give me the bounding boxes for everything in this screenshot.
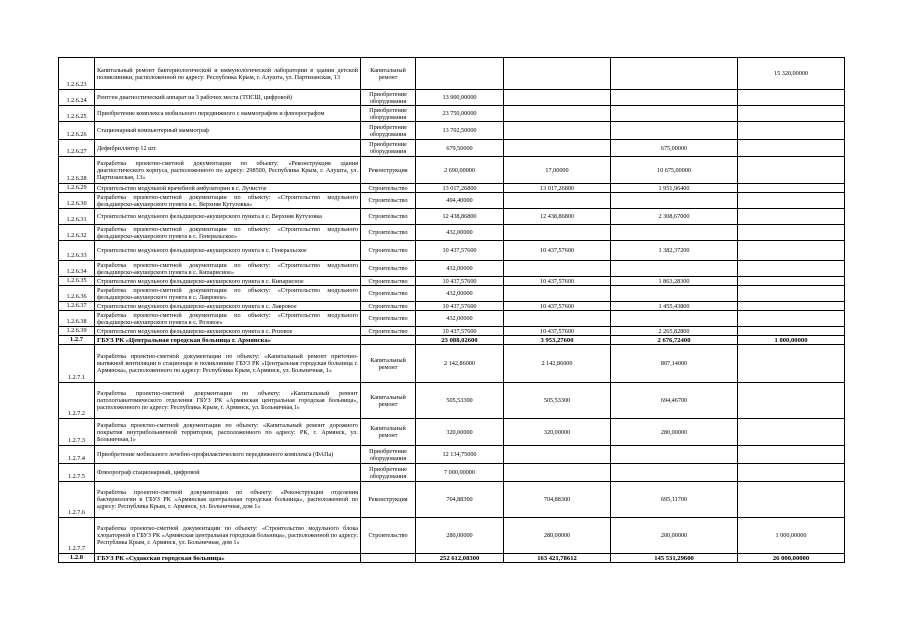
row-number: 1.2.7.6 <box>59 482 95 518</box>
row-description: Разработка проектно-сметной документации по объекту: «Строительство модульного фельдшерско-акушерского пункта в с. Лавровое» <box>95 286 361 302</box>
row-number: 1.2.6.35 <box>59 277 95 286</box>
row-amount-2: 280,00000 <box>504 518 611 554</box>
row-number: 1.2.6.24 <box>59 90 95 106</box>
row-work-type: Строительство <box>361 286 416 302</box>
row-amount-3 <box>611 464 738 482</box>
row-amount-2: 10 437,57600 <box>504 277 611 286</box>
row-amount-3: 2 265,82800 <box>611 327 738 336</box>
row-amount-2: 13 017,26800 <box>504 184 611 193</box>
row-amount-4 <box>738 286 845 302</box>
row-amount-total: 2 142,86000 <box>416 345 504 383</box>
row-description: Флюорограф стационарный, цифровой <box>95 464 361 482</box>
row-amount-4 <box>738 482 845 518</box>
row-amount-2: 10 437,57600 <box>504 241 611 261</box>
row-description: Разработка проектно-сметной документации по объекту: «Строительство модульного фельдшерско-акушерского пункта в с. Верхняя Кутузовка» <box>95 193 361 209</box>
row-number: 1.2.6.23 <box>59 58 95 90</box>
row-amount-total: 12 438,86800 <box>416 209 504 225</box>
row-amount-4 <box>738 311 845 327</box>
table-row <box>59 58 845 90</box>
table-row <box>59 241 845 261</box>
table-row <box>59 140 845 157</box>
row-amount-3: 675,00000 <box>611 140 738 157</box>
row-amount-3: 694,46700 <box>611 383 738 419</box>
row-amount-total: 23 088,02600 <box>416 336 504 345</box>
table-total-row <box>59 336 845 345</box>
table-row <box>59 482 845 518</box>
row-work-type: Реконструкция <box>361 482 416 518</box>
table-row <box>59 383 845 419</box>
row-number: 1.2.6.28 <box>59 157 95 184</box>
row-amount-3 <box>611 261 738 277</box>
document-page <box>58 57 844 563</box>
row-work-type: Строительство <box>361 241 416 261</box>
row-description: Разработка проектно-сметной документации по объекту: «Строительство модульного фельдшерско-акушерского пункта в с. Кипарисное» <box>95 261 361 277</box>
row-amount-2 <box>504 286 611 302</box>
funding-table <box>58 57 845 563</box>
row-work-type: Приобретение оборудования <box>361 122 416 140</box>
row-number: 1.2.6.31 <box>59 209 95 225</box>
row-amount-4 <box>738 446 845 464</box>
row-amount-3 <box>611 58 738 90</box>
row-amount-3 <box>611 311 738 327</box>
row-work-type: Строительство <box>361 311 416 327</box>
row-amount-4 <box>738 106 845 122</box>
table-row <box>59 419 845 446</box>
row-number: 1.2.7.2 <box>59 383 95 419</box>
row-description: Строительство модульного фельдшерско-акушерского пункта в с. Розовое <box>95 327 361 336</box>
row-description: Рентген диагностический аппарат на 3 рабочих места (ТПСШ, цифровой) <box>95 90 361 106</box>
row-amount-2: 505,53300 <box>504 383 611 419</box>
row-amount-3 <box>611 193 738 209</box>
row-amount-4 <box>738 464 845 482</box>
row-description: Разработка проектно-сметной документации по объекту: «Реконструкция отделения бактериологии в ГБУЗ РК «Армянская центральная городская больница», расположенной по адресу: Республика Крым, г. Армянск, ул. Больничная, дом 1» <box>95 482 361 518</box>
row-amount-2: 10 437,57600 <box>504 327 611 336</box>
row-amount-total: 320,00000 <box>416 419 504 446</box>
row-amount-2: 2 142,86000 <box>504 345 611 383</box>
row-amount-3 <box>611 225 738 241</box>
row-amount-total: 432,00000 <box>416 225 504 241</box>
table-row <box>59 446 845 464</box>
row-number: 1.2.7.7 <box>59 518 95 554</box>
row-number: 1.2.6.27 <box>59 140 95 157</box>
row-amount-4 <box>738 419 845 446</box>
row-description: Дефибриллятор 12 шт. <box>95 140 361 157</box>
row-description: Строительство модульного фельдшерско-акушерского пункта в с. Лавровое <box>95 302 361 311</box>
row-amount-4 <box>738 193 845 209</box>
row-amount-total: 432,00000 <box>416 311 504 327</box>
row-amount-total: 432,00000 <box>416 286 504 302</box>
table-row <box>59 122 845 140</box>
row-amount-4 <box>738 383 845 419</box>
row-number: 1.2.6.30 <box>59 193 95 209</box>
row-amount-3: 807,14000 <box>611 345 738 383</box>
row-description: Строительство модульного фельдшерско-акушерского пункта в с. Верхняя Кутузовка <box>95 209 361 225</box>
row-amount-2 <box>504 106 611 122</box>
row-amount-3: 145 531,29600 <box>611 554 738 563</box>
row-amount-2: 704,88300 <box>504 482 611 518</box>
row-number: 1.2.7 <box>59 336 95 345</box>
row-description: Строительство модульной врачебной амбулатории в с. Лучистое <box>95 184 361 193</box>
row-amount-total: 2 690,00000 <box>416 157 504 184</box>
row-amount-total: 10 437,57600 <box>416 241 504 261</box>
row-amount-2 <box>504 58 611 90</box>
row-amount-4 <box>738 209 845 225</box>
row-amount-2 <box>504 122 611 140</box>
row-amount-3: 280,00000 <box>611 419 738 446</box>
table-row <box>59 302 845 311</box>
row-amount-4: 1 000,00000 <box>738 336 845 345</box>
row-amount-total: 13 900,00000 <box>416 90 504 106</box>
row-amount-total: 13 017,26800 <box>416 184 504 193</box>
row-amount-3 <box>611 90 738 106</box>
row-number: 1.2.6.34 <box>59 261 95 277</box>
row-amount-3: 2 308,67000 <box>611 209 738 225</box>
row-amount-3: 2 676,72400 <box>611 336 738 345</box>
row-amount-total: 23 750,00000 <box>416 106 504 122</box>
row-amount-total: 10 437,57600 <box>416 277 504 286</box>
row-description: Разработка проектно-сметной документации по объекту: «Капитальный ремонт дорожного покрытия внутрибольничной территории, расположенного по адресу: РК, г. Армянск, ул. Больничная,1» <box>95 419 361 446</box>
table-row <box>59 193 845 209</box>
table-body <box>59 58 845 563</box>
row-amount-total: 704,88300 <box>416 482 504 518</box>
row-amount-4 <box>738 122 845 140</box>
row-number: 1.2.7.5 <box>59 464 95 482</box>
row-amount-total: 7 000,00000 <box>416 464 504 482</box>
row-amount-2: 320,00000 <box>504 419 611 446</box>
row-description: Строительство модульного фельдшерско-акушерского пункта в с. Кипарисное <box>95 277 361 286</box>
row-description: Разработка проектно-сметной документации по объекту: «Реконструкция здания диагностического корпуса, расположенного по адресу: 298500, Республика Крым, г. Алушта, ул. Партизанская, 13» <box>95 157 361 184</box>
row-number: 1.2.6.25 <box>59 106 95 122</box>
row-amount-total: 10 437,57600 <box>416 302 504 311</box>
row-amount-2: 163 421,78612 <box>504 554 611 563</box>
row-amount-total: 494,40000 <box>416 193 504 209</box>
row-amount-3: 1 455,43800 <box>611 302 738 311</box>
row-number: 1.2.6.29 <box>59 184 95 193</box>
row-amount-4 <box>738 327 845 336</box>
row-work-type: Строительство <box>361 209 416 225</box>
row-amount-4: 26 000,00000 <box>738 554 845 563</box>
row-amount-3: 10 675,00000 <box>611 157 738 184</box>
row-amount-2 <box>504 311 611 327</box>
row-work-type: Строительство <box>361 184 416 193</box>
table-row <box>59 311 845 327</box>
row-description: ГБУЗ РК «Судакская городская больница» <box>95 554 361 563</box>
row-amount-total: 679,50000 <box>416 140 504 157</box>
table-row <box>59 261 845 277</box>
row-description: ГБУЗ РК «Центральная городская больница г. Армянска» <box>95 336 361 345</box>
row-amount-4: 1 000,00000 <box>738 518 845 554</box>
row-work-type: Реконструкция <box>361 157 416 184</box>
row-number: 1.2.6.26 <box>59 122 95 140</box>
row-work-type: Приобретение оборудования <box>361 140 416 157</box>
table-row <box>59 157 845 184</box>
row-description: Стационарный компьютерный маммограф <box>95 122 361 140</box>
row-amount-total: 10 437,57600 <box>416 327 504 336</box>
row-amount-4 <box>738 261 845 277</box>
row-amount-2 <box>504 261 611 277</box>
row-amount-3: 1 951,96400 <box>611 184 738 193</box>
row-description: Приобретение мобильного лечебно-профилактического передвижного комплекса (ФАПа) <box>95 446 361 464</box>
table-row <box>59 184 845 193</box>
table-row <box>59 518 845 554</box>
table-row <box>59 345 845 383</box>
row-work-type: Строительство <box>361 327 416 336</box>
row-number: 1.2.6.39 <box>59 327 95 336</box>
row-work-type: Строительство <box>361 193 416 209</box>
row-work-type: Капитальный ремонт <box>361 345 416 383</box>
row-amount-4 <box>738 241 845 261</box>
row-amount-4 <box>738 225 845 241</box>
table-row <box>59 286 845 302</box>
row-amount-3 <box>611 286 738 302</box>
row-amount-2: 12 438,86800 <box>504 209 611 225</box>
row-amount-4 <box>738 277 845 286</box>
row-number: 1.2.7.1 <box>59 345 95 383</box>
row-amount-total: 432,00000 <box>416 261 504 277</box>
table-row <box>59 209 845 225</box>
row-amount-2 <box>504 446 611 464</box>
row-description: Разработка проектно-сметной документации по объекту: «Капитальный ремонт патологоанатомического отделения ГБУЗ РК «Армянская центральная городская больница», расположенного по адресу: Республика Крым, г. Армянск, ул. Больничная,1» <box>95 383 361 419</box>
table-total-row <box>59 554 845 563</box>
row-amount-total: 505,53300 <box>416 383 504 419</box>
row-amount-2 <box>504 464 611 482</box>
row-number: 1.2.6.33 <box>59 241 95 261</box>
row-amount-3: 200,00000 <box>611 518 738 554</box>
row-amount-2: 10 437,57600 <box>504 302 611 311</box>
row-description: Строительство модульного фельдшерско-акушерского пункта в с. Генеральское <box>95 241 361 261</box>
row-work-type: Капитальный ремонт <box>361 419 416 446</box>
row-amount-total: 252 612,08300 <box>416 554 504 563</box>
row-amount-2: 17,00000 <box>504 157 611 184</box>
row-amount-2 <box>504 140 611 157</box>
table-row <box>59 464 845 482</box>
row-description: Капитальный ремонт бактериологической и иммунологической лаборатории в здании детской поликлиники, расположенной по адресу: Республика Крым, г. Алушта, ул. Партизанская, 13 <box>95 58 361 90</box>
row-work-type <box>361 554 416 563</box>
row-amount-total: 13 702,50000 <box>416 122 504 140</box>
row-work-type: Капитальный ремонт <box>361 383 416 419</box>
row-number: 1.2.7.3 <box>59 419 95 446</box>
row-work-type: Строительство <box>361 225 416 241</box>
row-work-type: Строительство <box>361 518 416 554</box>
row-description: Разработка проектно-сметной документации по объекту: «Строительство модульного блока хлораторной в ГБУЗ РК «Армянская центральная городская больница», расположенной по адресу: Республика Крым, г. Армянск, ул. Больничная, дом 1» <box>95 518 361 554</box>
row-work-type: Строительство <box>361 302 416 311</box>
row-work-type: Строительство <box>361 277 416 286</box>
row-amount-3: 1 382,37200 <box>611 241 738 261</box>
row-amount-3 <box>611 122 738 140</box>
row-amount-total: 280,00000 <box>416 518 504 554</box>
row-work-type: Приобретение оборудования <box>361 464 416 482</box>
row-amount-4 <box>738 184 845 193</box>
row-number: 1.2.6.37 <box>59 302 95 311</box>
row-amount-3 <box>611 446 738 464</box>
row-work-type: Капитальный ремонт <box>361 58 416 90</box>
row-amount-4: 15 320,00000 <box>738 58 845 90</box>
row-amount-3 <box>611 106 738 122</box>
row-number: 1.2.7.4 <box>59 446 95 464</box>
table-row <box>59 327 845 336</box>
table-row <box>59 106 845 122</box>
row-amount-2 <box>504 90 611 106</box>
row-amount-3: 695,11700 <box>611 482 738 518</box>
row-amount-4 <box>738 157 845 184</box>
row-number: 1.2.6.36 <box>59 286 95 302</box>
row-amount-4 <box>738 140 845 157</box>
row-work-type <box>361 336 416 345</box>
row-work-type: Строительство <box>361 261 416 277</box>
table-row <box>59 277 845 286</box>
row-work-type: Приобретение оборудования <box>361 106 416 122</box>
row-description: Разработка проектно-сметной документации по объекту: «Капитальный ремонт приточно-вытяжной вентиляции в стационаре и поликлинике ГБУЗ РК «Центральная городская больница г. Армянска», расположенного по адресу: Республика Крым, г.Армянск, ул. Больничная, 1» <box>95 345 361 383</box>
row-amount-4 <box>738 302 845 311</box>
row-amount-3: 1 863,28300 <box>611 277 738 286</box>
row-number: 1.2.8 <box>59 554 95 563</box>
row-amount-2 <box>504 225 611 241</box>
row-number: 1.2.6.32 <box>59 225 95 241</box>
row-amount-2: 3 953,27600 <box>504 336 611 345</box>
row-work-type: Приобретение оборудования <box>361 446 416 464</box>
row-amount-2 <box>504 193 611 209</box>
row-description: Приобретение комплекса мобильного передвижного с маммографом и флюорографом <box>95 106 361 122</box>
row-work-type: Приобретение оборудования <box>361 90 416 106</box>
row-amount-4 <box>738 345 845 383</box>
table-row <box>59 90 845 106</box>
row-amount-total <box>416 58 504 90</box>
table-row <box>59 225 845 241</box>
row-description: Разработка проектно-сметной документации по объекту: «Строительство модульного фельдшерско-акушерского пункта в с. Розовое» <box>95 311 361 327</box>
row-amount-total: 12 134,75000 <box>416 446 504 464</box>
row-amount-4 <box>738 90 845 106</box>
row-description: Разработка проектно-сметной документации по объекту: «Строительство модульного фельдшерско-акушерского пункта в с. Генеральское» <box>95 225 361 241</box>
row-number: 1.2.6.38 <box>59 311 95 327</box>
